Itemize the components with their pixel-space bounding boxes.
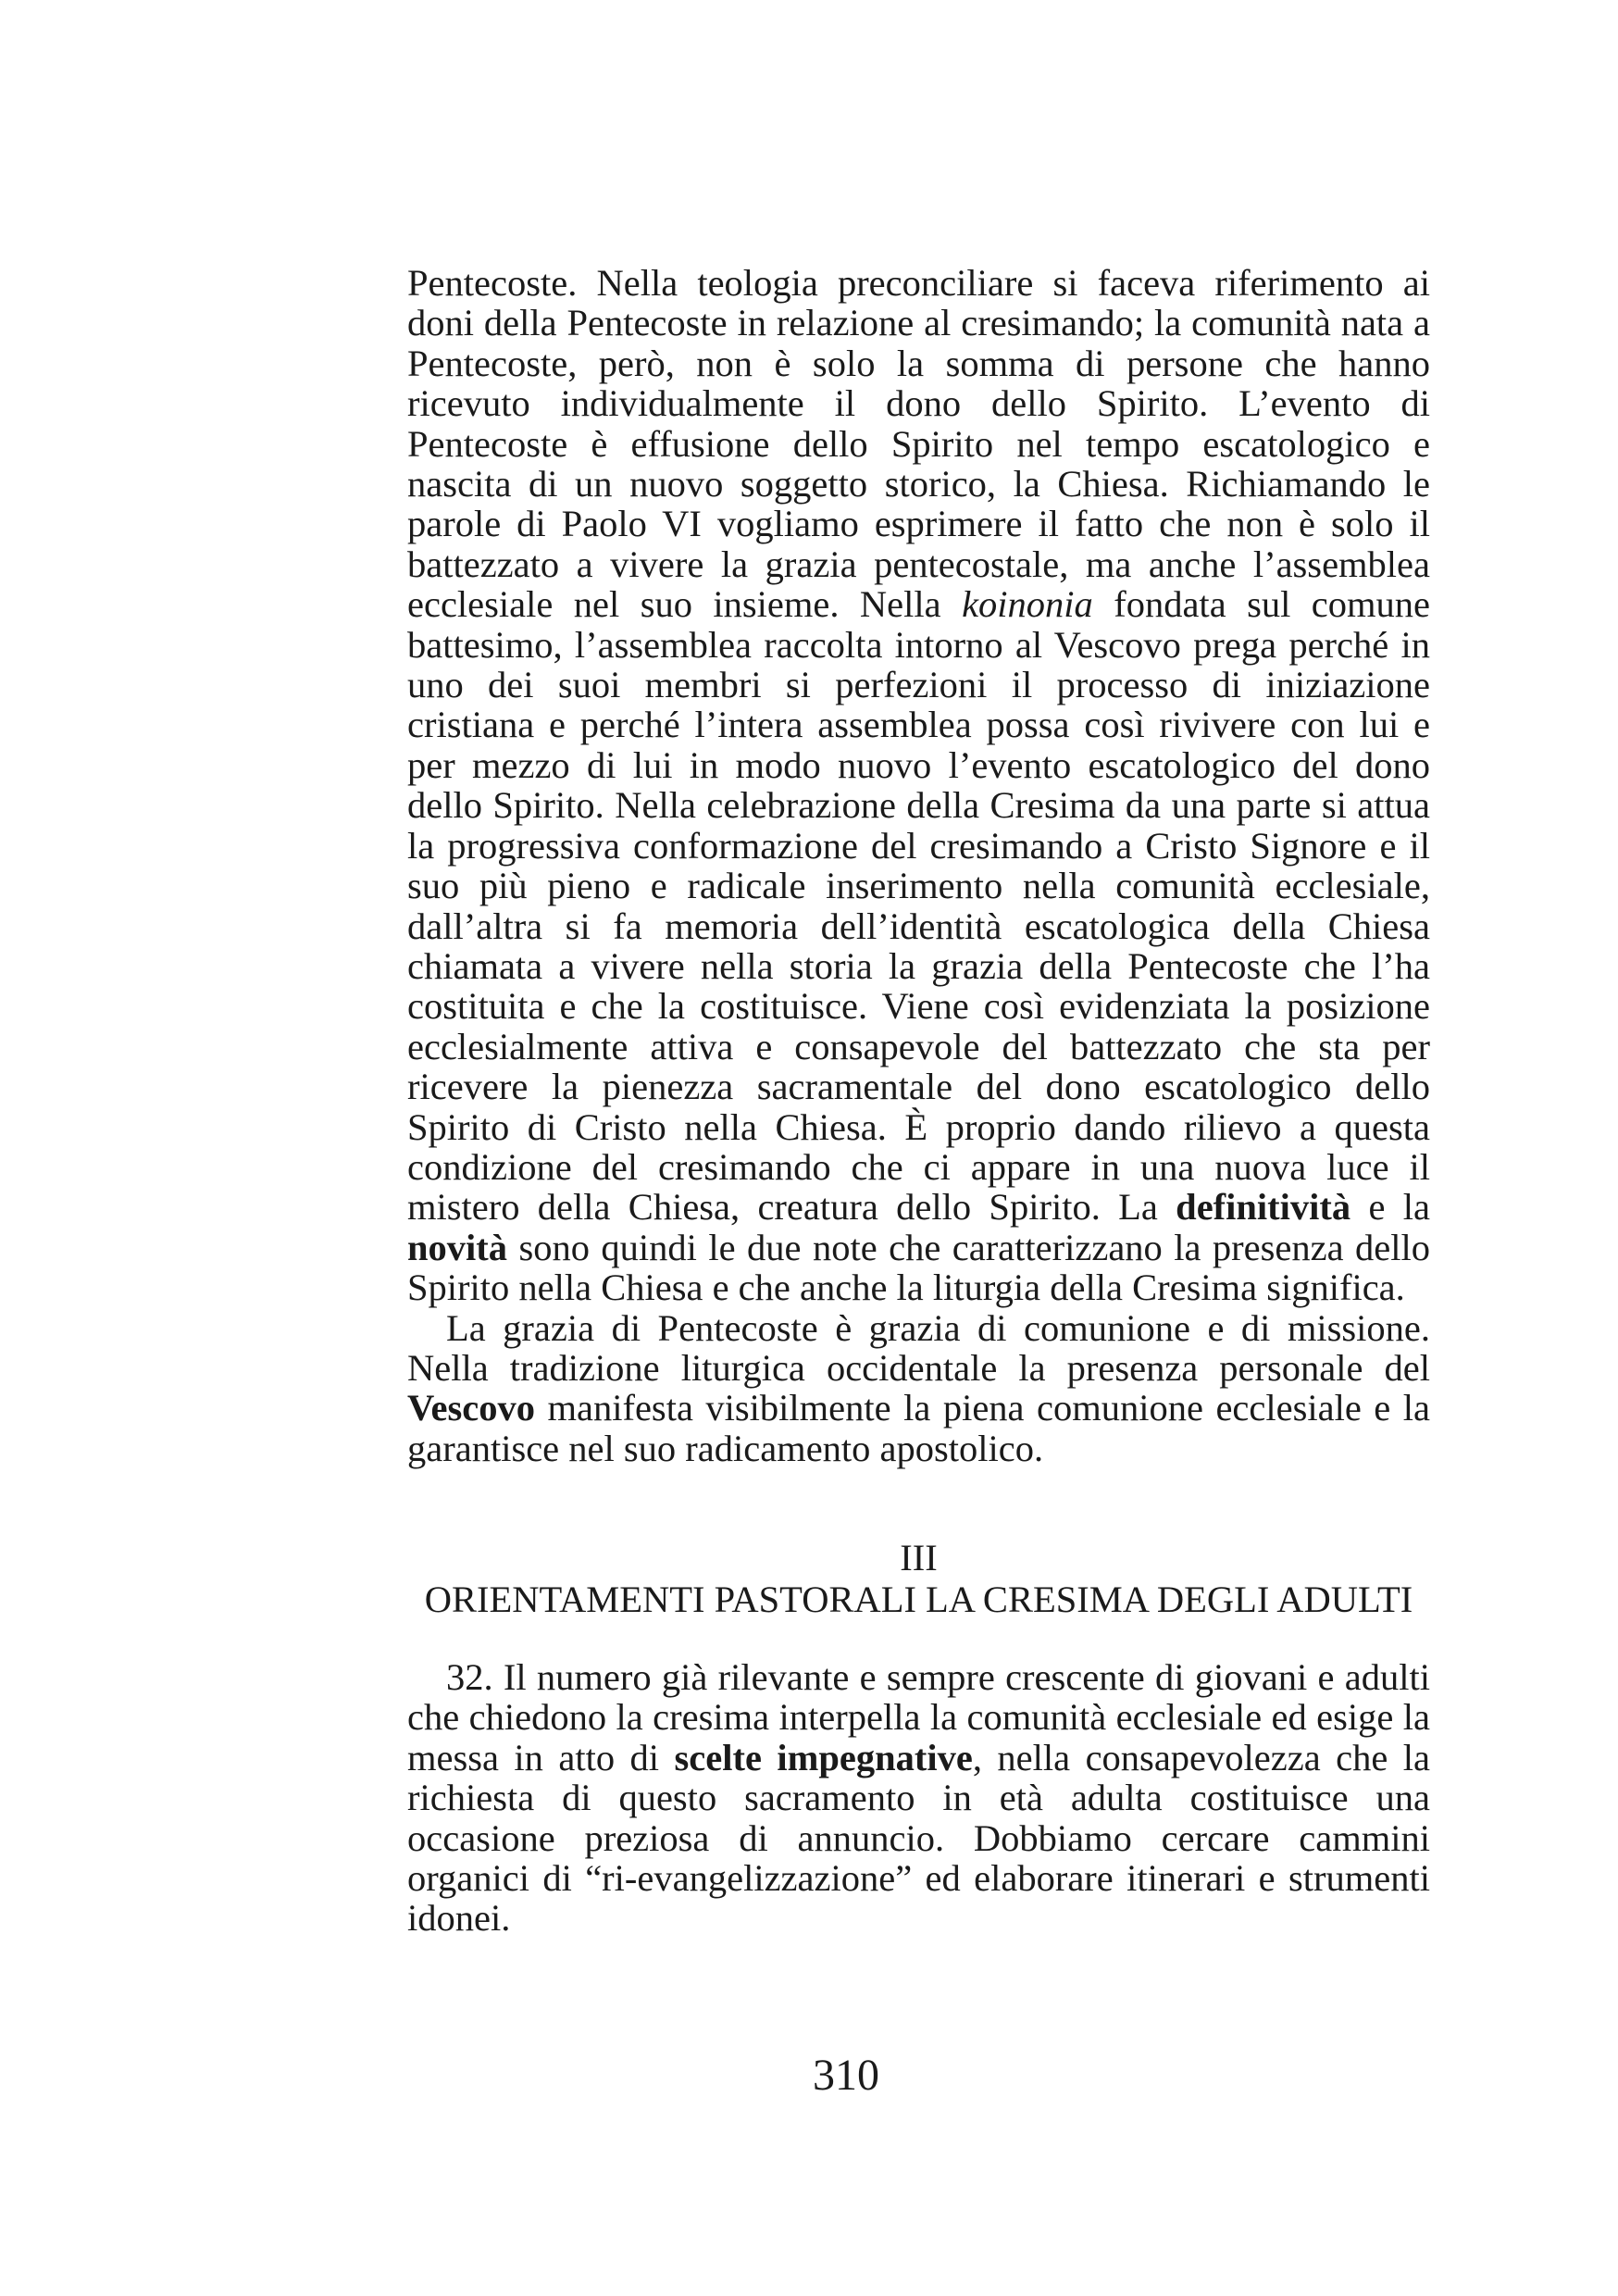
bold-term-scelte-impegnative: scelte impegnative bbox=[674, 1736, 973, 1778]
text-run: 32. Il numero già rilevante e sempre crescente di giovani e adulti che chiedono la cresima interpella la comunità ecclesiale ed esige la messa in atto di bbox=[407, 1656, 1430, 1778]
paragraph-pentecoste bbox=[407, 263, 1430, 1308]
text-run: , nella consapevolezza che la richiesta di questo sacramento in età adulta costituisce una occasione preziosa di annuncio. Dobbiamo cercare cammini organici di “ri-evangelizzazione” ed elaborare itinerari e strumenti idonei. bbox=[407, 1736, 1430, 1940]
bold-term-definitivita: definitività bbox=[1176, 1186, 1351, 1229]
italic-term-koinonia: koinonia bbox=[962, 583, 1093, 626]
text-run: e la bbox=[1350, 1186, 1430, 1229]
section-title: ORIENTAMENTI PASTORALI LA CRESIMA DEGLI ADULTI bbox=[424, 1578, 1413, 1620]
text-run: Pentecoste. Nella teologia preconciliare si faceva riferimento ai doni della Pentecoste in relazione al cresimando; la comunità nata a Pentecoste, però, non è solo la somma di persone che hanno ricevuto individualmente il dono dello Spirito. L’evento di Pentecoste è effusione dello Spirito nel tempo escatologico e nascita di un nuovo soggetto storico, la Chiesa. Richiamando le parole di Paolo VI vogliamo esprimere il fatto che non è solo il battezzato a vivere la grazia pentecostale, ma anche l’assemblea ecclesiale nel suo insieme. Nella bbox=[407, 262, 1430, 626]
body-text-lower bbox=[407, 1657, 1430, 1939]
text-run: manifesta visibilmente la piena comunione ecclesiale e la garantisce nel suo radicamento apostolico. bbox=[407, 1387, 1430, 1469]
text-run: fondata sul comune battesimo, l’assemblea raccolta intorno al Vescovo prega perché in uno dei suoi membri si perfezioni il processo di iniziazione cristiana e perché l’intera assemblea possa così rivivere con lui e per mezzo di lui in modo nuovo l’evento escatologico del dono dello Spirito. Nella celebrazione della Cresima da una parte si attua la progressiva conformazione del cresimando a Cristo Signore e il suo più pieno e radicale inserimento nella comunità ecclesiale, dall’altra si fa memoria dell’identità escatologica della Chiesa chiamata a vivere nella storia la grazia della Pentecoste che l’ha costituita e che la costituisce. Viene così evidenziata la posizione ecclesialmente attiva e consapevole del battezzato che sta per ricevere la pienezza sacramentale del dono escatologico dello Spirito di Cristo nella Chiesa. È proprio dando rilievo a questa condizione del cresimando che ci appare in una nuova luce il mistero della Chiesa, creatura dello Spirito. La bbox=[407, 583, 1430, 1229]
text-run: sono quindi le due note che caratterizzano la presenza dello Spirito nella Chiesa e che anche la liturgia della Cresima significa. bbox=[407, 1226, 1430, 1309]
section-number: III bbox=[900, 1537, 938, 1578]
body-text-upper bbox=[407, 263, 1430, 1468]
paragraph-grazia bbox=[407, 1308, 1430, 1469]
page-number: 310 bbox=[813, 2051, 879, 2100]
bold-term-vescovo: Vescovo bbox=[407, 1387, 535, 1429]
paragraph-32 bbox=[407, 1657, 1430, 1939]
bold-term-novita: novità bbox=[407, 1226, 508, 1268]
text-run: La grazia di Pentecoste è grazia di comunione e di missione. Nella tradizione liturgica occidentale la presenza personale del bbox=[407, 1306, 1430, 1389]
